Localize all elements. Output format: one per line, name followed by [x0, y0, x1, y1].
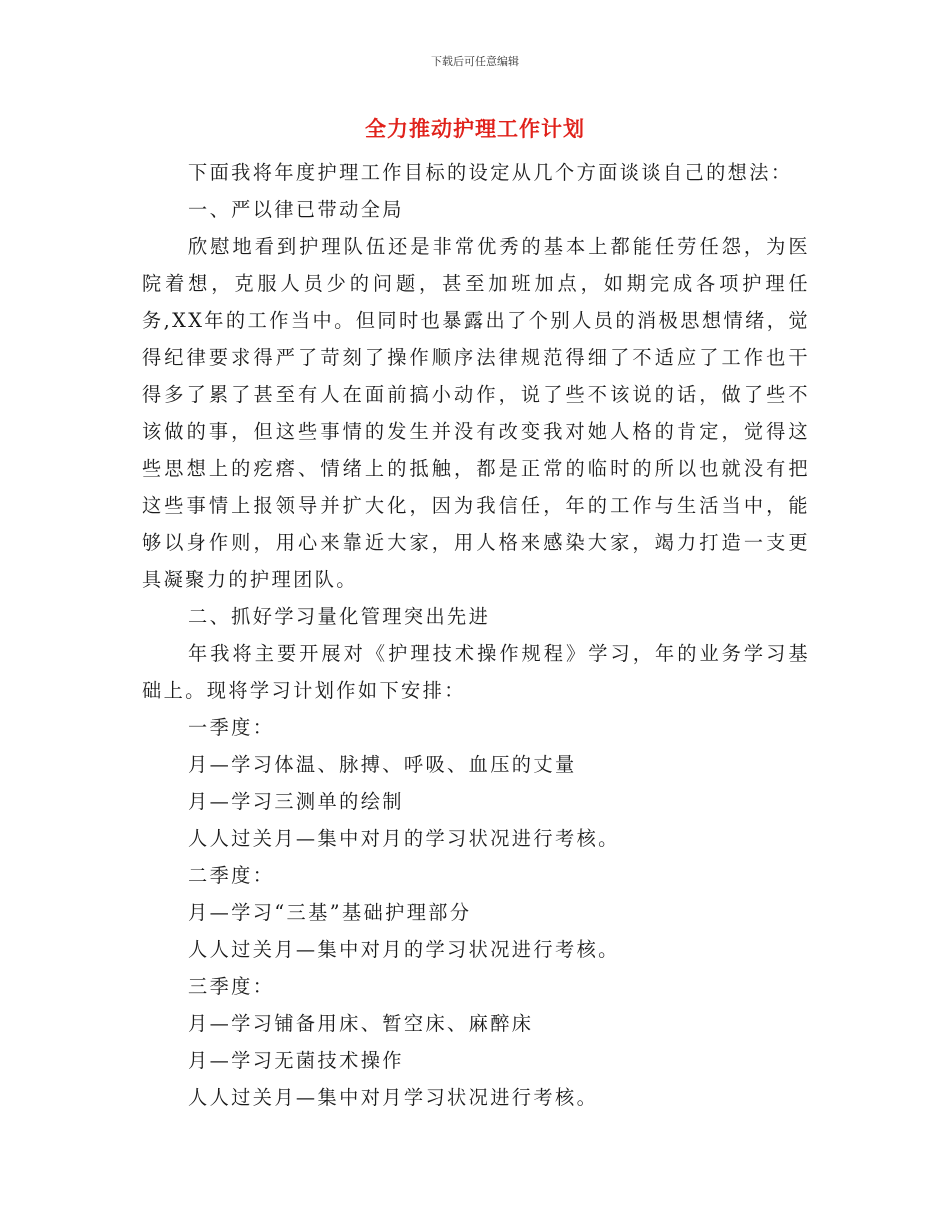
schedule-line: 三季度：	[188, 975, 275, 998]
schedule-line: 人人过关月—集中对月学习状况进行考核。	[188, 1086, 599, 1109]
document-title: 全力推动护理工作计划	[365, 116, 585, 141]
schedule-line: 月—学习铺备用床、暂空床、麻醉床	[188, 1012, 534, 1035]
schedule-line: 一季度：	[188, 716, 275, 739]
header-note: 下载后可任意编辑	[431, 55, 519, 68]
schedule-line: 月—学习“三基”基础护理部分	[188, 901, 472, 924]
schedule-line: 月—学习无菌技术操作	[188, 1049, 404, 1072]
schedule-line: 人人过关月—集中对月的学习状况进行考核。	[188, 938, 620, 961]
section-2-paragraph: 年我将主要开展对《护理技术操作规程》学习，年的业务学习基础上。现将学习计划作如下安排：	[142, 642, 810, 702]
schedule-line: 月—学习三测单的绘制	[188, 790, 404, 813]
intro-paragraph: 下面我将年度护理工作目标的设定从几个方面谈谈自己的想法：	[188, 161, 793, 184]
document-body	[142, 154, 810, 1116]
section-2-heading: 二、抓好学习量化管理突出先进	[188, 605, 491, 628]
schedule-line: 月—学习体温、脉搏、呼吸、血压的丈量	[188, 753, 577, 776]
schedule-list	[142, 709, 810, 1116]
schedule-line: 人人过关月—集中对月的学习状况进行考核。	[188, 827, 620, 850]
section-1-paragraph: 欣慰地看到护理队伍还是非常优秀的基本上都能任劳任怨，为医院着想，克服人员少的问题，甚至加班加点，如期完成各项护理任务,XX年的工作当中。但同时也暴露出了个别人员的消极思想情绪，觉得纪律要求得严了苛刻了操作顺序法律规范得细了不适应了工作也干得多了累了甚至有人在面前搞小动作，说了些不该说的话，做了些不该做的事，但这些事情的发生并没有改变我对她人格的肯定，觉得这些思想上的疙瘩、情绪上的抵触，都是正常的临时的所以也就没有把这些事情上报领导并扩大化，因为我信任，年的工作与生活当中，能够以身作则，用心来靠近大家，用人格来感染大家，竭力打造一支更具凝聚力的护理团队。	[142, 235, 810, 591]
schedule-line: 二季度：	[188, 864, 275, 887]
section-1-heading: 一、严以律已带动全局	[188, 198, 404, 221]
